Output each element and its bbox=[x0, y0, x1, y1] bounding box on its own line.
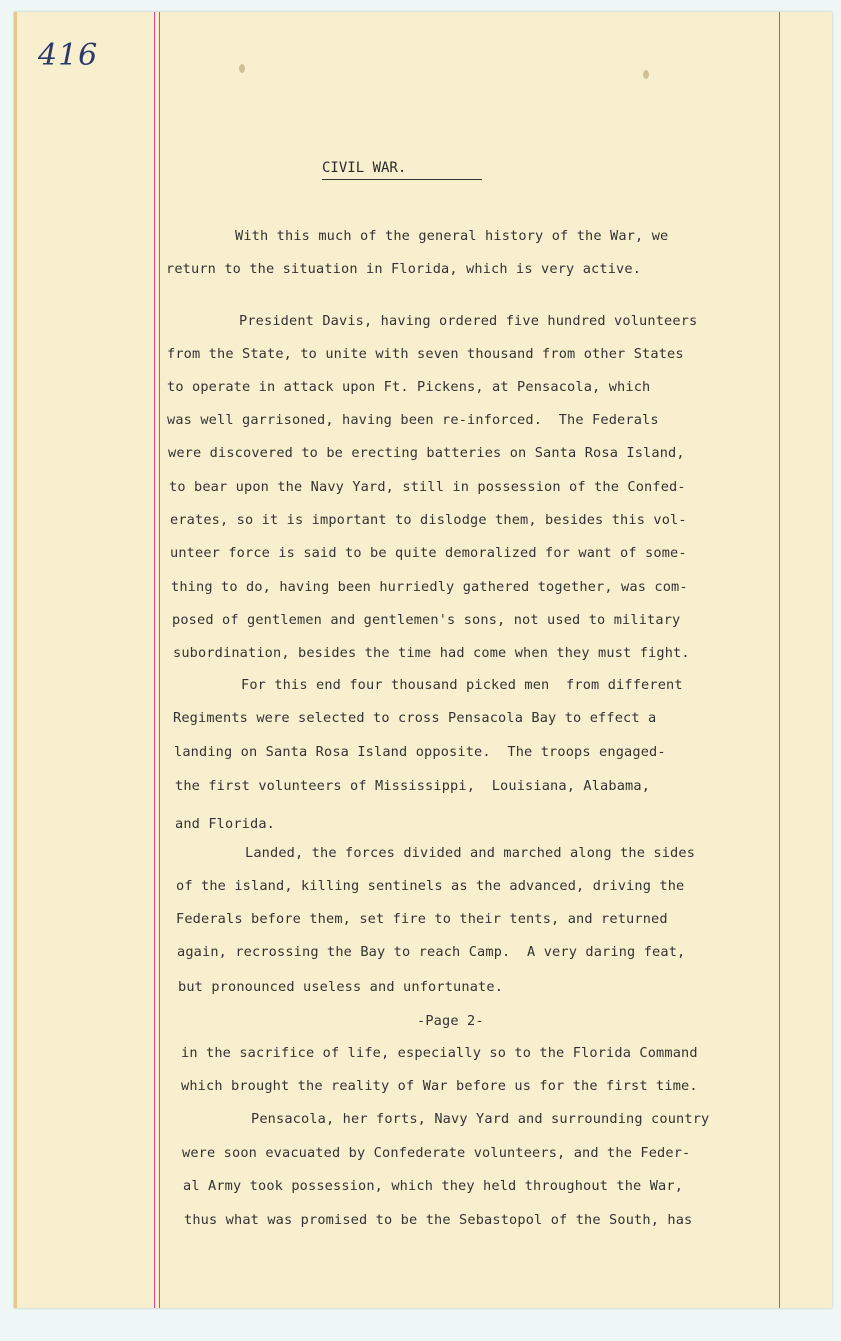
text-line: from the State, to unite with seven thousand from other States bbox=[167, 346, 684, 362]
page-marker: -Page 2- bbox=[417, 1013, 484, 1029]
left-margin-line bbox=[154, 12, 155, 1308]
text-line: Pensacola, her forts, Navy Yard and surrounding country bbox=[251, 1111, 710, 1127]
text-line: were soon evacuated by Confederate volunteers, and the Feder- bbox=[182, 1145, 691, 1161]
text-line: For this end four thousand picked men from different bbox=[241, 677, 683, 693]
text-line: posed of gentlemen and gentlemen's sons, not used to military bbox=[172, 612, 681, 628]
text-line: subordination, besides the time had come when they must fight. bbox=[173, 645, 690, 661]
text-line: President Davis, having ordered five hundred volunteers bbox=[239, 313, 698, 329]
text-line: Landed, the forces divided and marched along the sides bbox=[245, 845, 696, 861]
text-line: in the sacrifice of life, especially so to the Florida Command bbox=[181, 1045, 698, 1061]
text-line: to operate in attack upon Ft. Pickens, at Pensacola, which bbox=[167, 379, 651, 395]
text-line: al Army took possession, which they held throughout the War, bbox=[183, 1178, 684, 1194]
punch-hole-mark bbox=[643, 70, 649, 79]
text-line: the first volunteers of Mississippi, Louisiana, Alabama, bbox=[175, 778, 651, 794]
text-line: Federals before them, set fire to their tents, and returned bbox=[176, 911, 668, 927]
text-line: landing on Santa Rosa Island opposite. The troops engaged- bbox=[174, 744, 666, 760]
text-line: of the island, killing sentinels as the advanced, driving the bbox=[176, 878, 685, 894]
text-line: return to the situation in Florida, which is very active. bbox=[166, 261, 642, 277]
text-line: unteer force is said to be quite demoralized for want of some- bbox=[170, 545, 687, 561]
page-title: CIVIL WAR. bbox=[322, 160, 482, 180]
text-line: erates, so it is important to dislodge them, besides this vol- bbox=[170, 512, 687, 528]
text-line: and Florida. bbox=[175, 816, 276, 832]
text-line: was well garrisoned, having been re-inforced. The Federals bbox=[167, 412, 659, 428]
text-line: which brought the reality of War before us for the first time. bbox=[181, 1078, 698, 1094]
text-line: thus what was promised to be the Sebastopol of the South, has bbox=[184, 1212, 693, 1228]
punch-hole-mark bbox=[239, 64, 245, 73]
handwritten-page-number: 416 bbox=[38, 38, 99, 73]
text-line: but pronounced useless and unfortunate. bbox=[178, 979, 504, 995]
text-line: again, recrossing the Bay to reach Camp. A very daring feat, bbox=[177, 944, 686, 960]
right-margin-line bbox=[779, 12, 780, 1308]
text-line: Regiments were selected to cross Pensacola Bay to effect a bbox=[173, 710, 657, 726]
text-line: thing to do, having been hurriedly gathered together, was com- bbox=[171, 579, 688, 595]
text-line: were discovered to be erecting batteries on Santa Rosa Island, bbox=[168, 445, 685, 461]
text-line: to bear upon the Navy Yard, still in possession of the Confed- bbox=[169, 479, 686, 495]
text-line: With this much of the general history of the War, we bbox=[235, 228, 669, 244]
left-margin-line-inner bbox=[159, 12, 160, 1308]
